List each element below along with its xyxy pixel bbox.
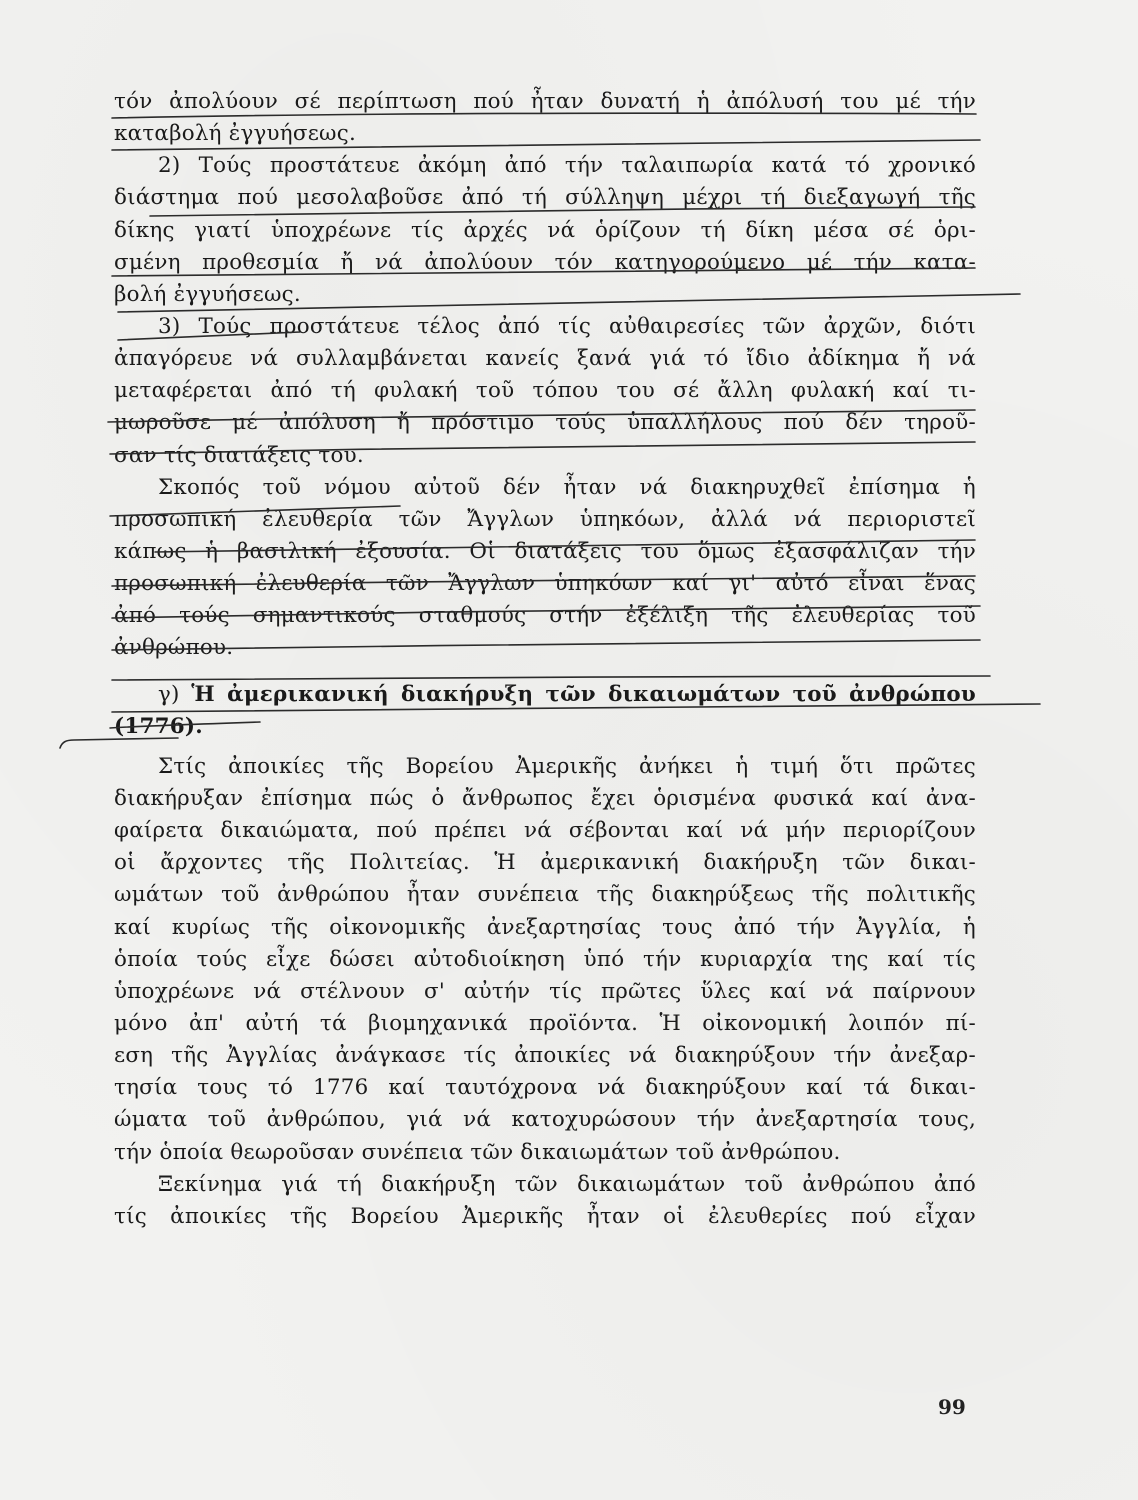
text-line: εση τῆς Ἀγγλίας ἀνάγκασε τίς ἀποικίες νά διακηρύξουν τήν ἀνεξαρ- <box>114 1043 976 1069</box>
text-line: ώματα τοῦ ἀνθρώπου, γιά νά κατοχυρώσουν τήν ἀνεξαρτησία τους, <box>114 1107 976 1133</box>
text-line: βολή ἐγγυήσεως. <box>114 281 301 307</box>
text-line: Σκοπός τοῦ νόμου αὐτοῦ δέν ἦταν νά διακηρυχθεῖ ἐπίσημα ἡ <box>158 474 976 500</box>
text-line: τόν ἀπολύουν σέ περίπτωση πού ἦταν δυνατή ἡ ἀπόλυσή του μέ τήν <box>114 89 976 114</box>
final-paragraph <box>114 1169 976 1233</box>
text-line: προσωπική ἐλευθερία τῶν Ἄγγλων ὑπηκόων καί γι' αὐτό εἶναι ἕνας <box>114 571 976 597</box>
text-line: Στίς ἀποικίες τῆς Βορείου Ἀμερικῆς ἀνήκει ἡ τιμή ὅτι πρῶτες <box>158 753 976 779</box>
text-line: οἱ ἄρχοντες τῆς Πολιτείας. Ἡ ἀμερικανική διακήρυξη τῶν δικαι- <box>114 850 976 876</box>
text-line: προσωπική ἐλευθερία τῶν Ἄγγλων ὑπηκόων, ἀλλά νά περιοριστεῖ <box>114 506 976 532</box>
heading-prefix: γ) <box>158 681 180 707</box>
text-line: ἀνθρώπου. <box>114 635 234 661</box>
section-gap <box>114 665 976 679</box>
text-line: ἀπό τούς σημαντικούς σταθμούς στήν ἐξέλιξη τῆς ἐλευθερίας τοῦ <box>114 603 976 629</box>
point-2-paragraph <box>114 150 976 311</box>
heading-line <box>114 679 976 711</box>
text-line: 2) Τούς προστάτευε ἀκόμη ἀπό τήν ταλαιπωρία κατά τό χρονικό <box>158 153 976 179</box>
american-paragraph <box>114 751 976 1169</box>
text-line: τίς ἀποικίες τῆς Βορείου Ἀμερικῆς ἦταν οἱ ἐλευθερίες πού εἶχαν <box>114 1203 976 1229</box>
text-line: διάστημα πού μεσολαβοῦσε ἀπό τή σύλληψη μέχρι τή διεξαγωγή τῆς <box>114 185 976 211</box>
text-line: κάπως ἡ βασιλική ἐξουσία. Οἱ διατάξεις του ὅμως ἐξασφάλιζαν τήν <box>114 538 976 564</box>
text-line: ἀπαγόρευε νά συλλαμβάνεται κανείς ξανά γιά τό ἴδιο ἀδίκημα ἤ νά <box>114 346 976 372</box>
text-line: ὑποχρέωνε νά στέλνουν σ' αὐτήν τίς πρῶτες ὕλες καί νά παίρνουν <box>114 978 976 1004</box>
point-3-paragraph <box>114 311 976 472</box>
text-line: καί κυρίως τῆς οἰκονομικῆς ἀνεξαρτησίας τους ἀπό τήν Ἀγγλία, ἡ <box>114 914 976 940</box>
text-line: 3) Τούς προστάτευε τέλος ἀπό τίς αὐθαιρεσίες τῶν ἀρχῶν, διότι <box>158 313 976 339</box>
section-gap <box>114 743 976 751</box>
text-line: τήν ὁποία θεωροῦσαν συνέπεια τῶν δικαιωμάτων τοῦ ἀνθρώπου. <box>114 1139 841 1165</box>
text-line: μόνο ἀπ' αὐτή τά βιομηχανικά προϊόντα. Ἡ οἰκονομική λοιπόν πί- <box>114 1010 976 1036</box>
text-line: δίκης γιατί ὑποχρέωνε τίς ἀρχές νά ὁρίζουν τή δίκη μέσα σέ ὁρι- <box>114 217 976 243</box>
text-line: φαίρετα δικαιώματα, πού πρέπει νά σέβονται καί νά μήν περιορίζουν <box>114 818 976 844</box>
text-line: τησία τους τό 1776 καί ταυτόχρονα νά διακηρύξουν καί τά δικαι- <box>114 1075 976 1101</box>
text-line: Ξεκίνημα γιά τή διακήρυξη τῶν δικαιωμάτων τοῦ ἀνθρώπου ἀπό <box>158 1171 976 1197</box>
page-number: 99 <box>938 1395 966 1419</box>
purpose-paragraph <box>114 472 976 665</box>
text-line: διακήρυξαν ἐπίσημα πώς ὁ ἄνθρωπος ἔχει ὁρισμένα φυσικά καί ἀνα- <box>114 785 976 811</box>
text-line: καταβολή ἐγγυήσεως. <box>114 121 357 147</box>
text-line: μωροῦσε μέ ἀπόλυση ἤ πρόστιμο τούς ὑπαλλήλους πού δέν τηροῦ- <box>114 410 976 436</box>
heading-year: (1776). <box>114 713 203 739</box>
text-line: σμένη προθεσμία ἤ νά ἀπολύουν τόν κατηγορούμενο μέ τήν κατα- <box>114 249 976 275</box>
section-heading <box>114 679 976 743</box>
heading-title: Ἡ ἀμερικανική διακήρυξη τῶν δικαιωμάτων τοῦ ἀνθρώπου <box>191 681 976 707</box>
page-text <box>114 86 976 1233</box>
text-line: ωμάτων τοῦ ἀνθρώπου ἦταν συνέπεια τῆς διακηρύξεως τῆς πολιτικῆς <box>114 882 976 908</box>
text-line: μεταφέρεται ἀπό τή φυλακή τοῦ τόπου του σέ ἄλλη φυλακή καί τι- <box>114 378 976 404</box>
text-line: σαν τίς διατάξεις του. <box>114 442 364 468</box>
text-line: ὁποία τούς εἶχε δώσει αὐτοδιοίκηση ὑπό τήν κυριαρχία της καί τίς <box>114 946 976 972</box>
paragraph-continuation <box>114 86 976 150</box>
